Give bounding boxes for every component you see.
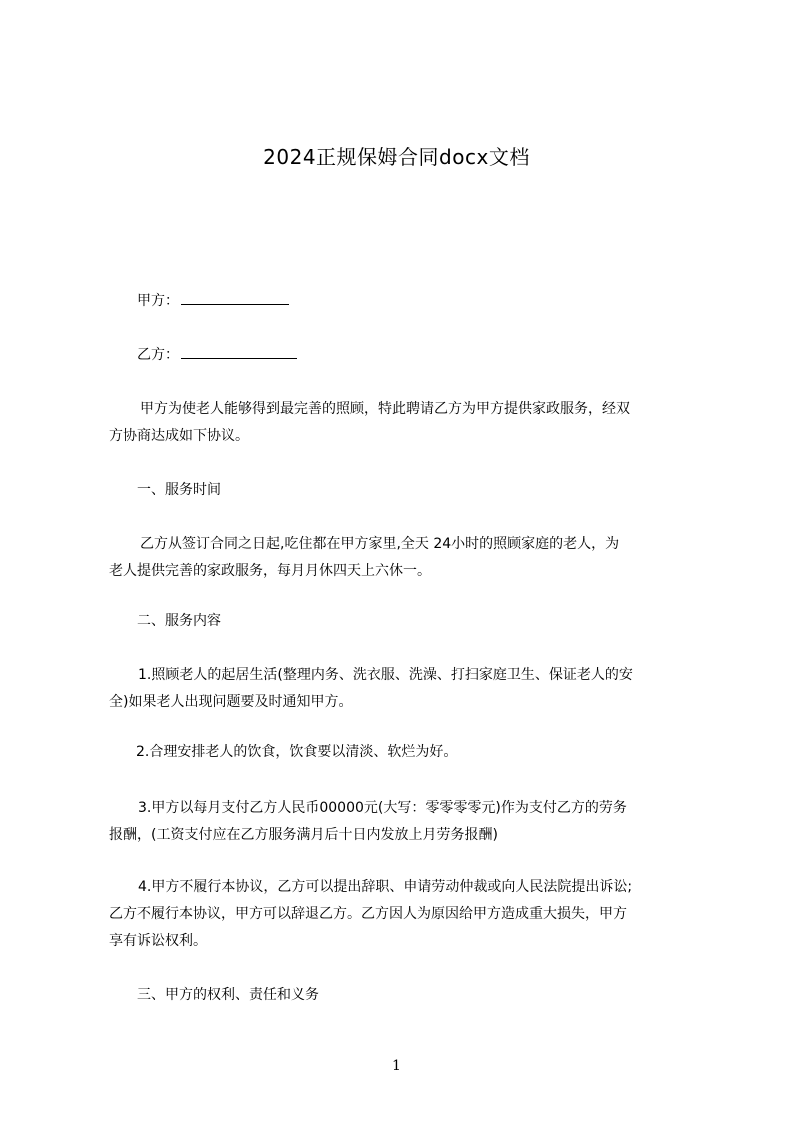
section-2-item-1-line-2: 全)如果老人出现问题要及时通知甲方。 <box>109 694 353 710</box>
section-2-item-2: 2.合理安排老人的饮食，饮食要以清淡、软烂为好。 <box>136 744 458 760</box>
section-2-item-3-line-1: 3.甲方以每月支付乙方人民币00000元(大写：零零零零元)作为支付乙方的劳务 <box>138 800 627 816</box>
section-2-item-4-line-2: 乙方不履行本协议，甲方可以辞退乙方。乙方因人为原因给甲方造成重大损失，甲方 <box>109 906 627 922</box>
party-b-line <box>137 345 297 365</box>
section-2-item-4-line-3: 享有诉讼权利。 <box>109 933 207 949</box>
section-3-heading: 三、甲方的权利、责任和义务 <box>137 987 319 1003</box>
section-1-line-2: 老人提供完善的家政服务，每月月休四天上六休一。 <box>109 563 431 579</box>
intro-line-2: 方协商达成如下协议。 <box>109 428 249 444</box>
party-b-label: 乙方： <box>137 347 179 363</box>
party-b-blank <box>181 346 297 359</box>
party-a-label: 甲方： <box>137 293 179 309</box>
section-2-item-1-line-1: 1.照顾老人的起居生活(整理内务、洗衣服、洗澡、打扫家庭卫生、保证老人的安 <box>138 667 633 683</box>
section-2-item-4-line-1: 4.甲方不履行本协议，乙方可以提出辞职、申请劳动仲裁或向人民法院提出诉讼; <box>138 879 633 895</box>
page-number: 1 <box>392 1058 401 1074</box>
section-1-line-1: 乙方从签订合同之日起,吃住都在甲方家里,全天 24小时的照顾家庭的老人，为 <box>140 536 620 552</box>
section-2-heading: 二、服务内容 <box>137 613 221 629</box>
section-2-item-3-line-2: 报酬，(工资支付应在乙方服务满月后十日内发放上月劳务报酬) <box>109 827 498 843</box>
document-title: 2024正规保姆合同docx文档 <box>263 145 530 169</box>
party-a-line <box>137 291 289 311</box>
intro-line-1: 甲方为使老人能够得到最完善的照顾，特此聘请乙方为甲方提供家政服务，经双 <box>140 401 630 417</box>
section-1-heading: 一、服务时间 <box>137 482 221 498</box>
party-a-blank <box>181 292 289 305</box>
